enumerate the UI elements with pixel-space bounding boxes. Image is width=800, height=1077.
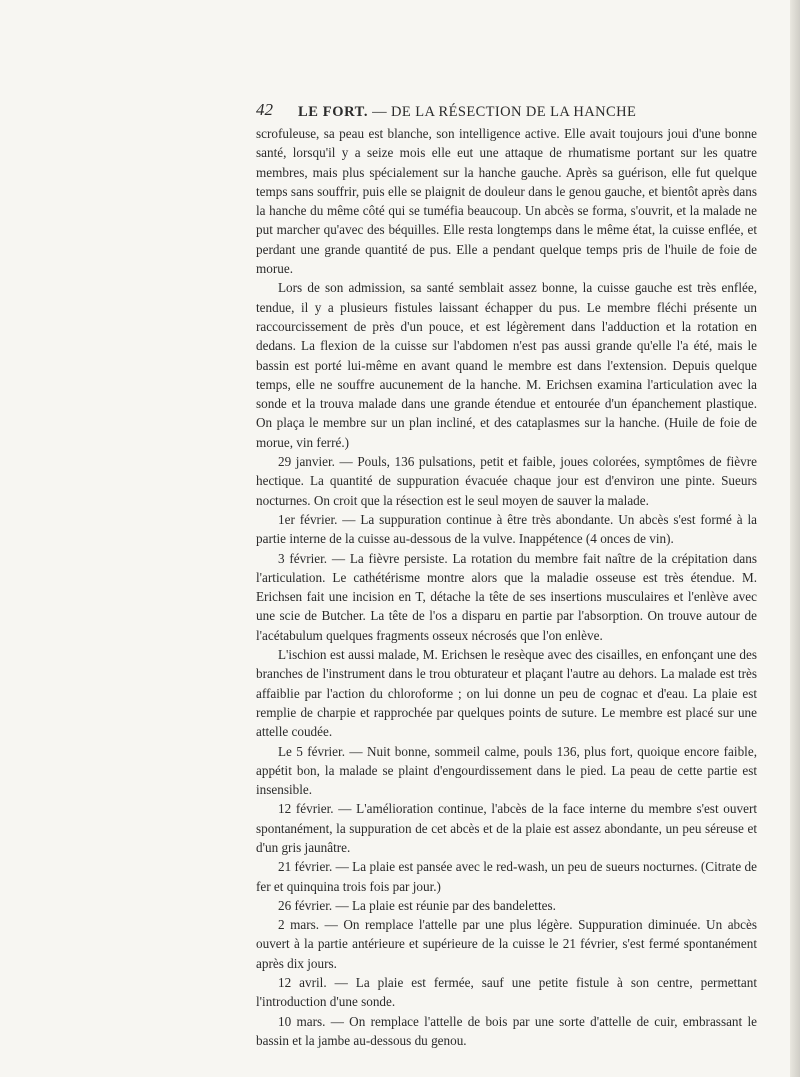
page-number: 42 xyxy=(256,100,273,119)
paragraph: L'ischion est aussi malade, M. Erichsen le resèque avec des cisailles, en enfonçant une des branches de l'instrument dans le trou obturateur et plaçant l'autre au dehors. La malade est très affaiblie par l'action du chloroforme ; on lui donne un peu de cognac et d'eau. La plaie est remplie de charpie et rapprochée par quelques points de suture. Le membre est placé sur une attelle coudée. xyxy=(256,647,757,740)
paragraph: Lors de son admission, sa santé semblait assez bonne, la cuisse gauche est très enflée, tendue, il y a plusieurs fistules laissant échapper du pus. Le membre fléchi présente un raccourcissement de près d'un pouce, et est légèrement dans l'adduction et la rotation en dedans. La flexion de la cuisse sur l'abdomen n'est pas aussi grande qu'elle l'a été, mais le bassin est porté lui-même en avant quand le membre est dans l'extension. Depuis quelque temps, elle ne souffre aucunement de la hanche. M. Erichsen examina l'articulation avec la sonde et la trouva malade dans une grande étendue et entourée d'un épanchement plastique. On plaça le membre sur un plan incliné, et des cataplasmes sur la hanche. (Huile de foie de morue, vin ferré.) xyxy=(256,280,757,450)
paragraph: 2 mars. — On remplace l'attelle par une plus légère. Suppuration diminuée. Un abcès ouvert à la partie antérieure et supérieure de la cuisse le 21 février, s'est fermé spontanément après dix jours. xyxy=(256,917,757,971)
paragraph: 26 février. — La plaie est réunie par des bandelettes. xyxy=(278,897,556,913)
header-title: DE LA RÉSECTION DE LA HANCHE xyxy=(391,104,637,120)
page-edge xyxy=(790,0,800,1077)
header-separator: — xyxy=(368,104,392,120)
paragraph: 12 avril. — La plaie est fermée, sauf une petite fistule à son centre, permettant l'introduction d'une sonde. xyxy=(256,975,757,1010)
paragraph: 10 mars. — On remplace l'attelle de bois par une sorte d'attelle de cuir, embrassant le bassin et la jambe au-dessous du genou. xyxy=(256,1013,757,1048)
header-author: LE FORT. xyxy=(298,104,369,120)
paragraph: 21 février. — La plaie est pansée avec le red-wash, un peu de sueurs nocturnes. (Citrate de fer et quinquina trois fois par jour.) xyxy=(256,859,757,894)
paragraph: scrofuleuse, sa peau est blanche, son intelligence active. Elle avait toujours joui d'une bonne santé, lorsqu'il y a seize mois elle eut une attaque de rhumatisme portant sur les quatre membres, mais plus spécialement sur la hanche gauche. Après sa guérison, elle fut quelque temps sans souffrir, puis elle se plaignit de douleur dans le genou gauche, et bientôt après dans la hanche du même côté qui se tuméfia beaucoup. Un abcès se forma, s'ouvrit, et la malade ne put marcher qu'avec des béquilles. Elle resta longtemps dans le même état, la cuisse enflée, et perdant une grande quantité de pus. Elle a pendant quelque temps pris de l'huile de foie de morue. xyxy=(256,126,757,277)
paragraph: 3 février. — La fièvre persiste. La rotation du membre fait naître de la crépitation dans l'articulation. Le cathétérisme montre alors que la maladie osseuse est très étendue. M. Erichsen fait une incision en T, détache la tête de ses insertions musculaires et l'enlève avec une scie de Butcher. La tête de l'os a disparu en partie par l'absorption. On trouve autour de l'acétabulum quelques fragments osseux nécrosés que l'on enlève. xyxy=(256,550,757,643)
paragraph: 12 février. — L'amélioration continue, l'abcès de la face interne du membre s'est ouvert spontanément, la suppuration de cet abcès et de la plaie est assez abondante, un peu séreuse et d'un gris jaunâtre. xyxy=(256,801,757,855)
paragraph: 29 janvier. — Pouls, 136 pulsations, petit et faible, joues colorées, symptômes de fièvre hectique. La quantité de suppuration évacuée chaque jour est d'environ une pinte. Sueurs nocturnes. On croit que la résection est le seul moyen de sauver la malade. xyxy=(256,454,757,508)
body-text xyxy=(256,124,757,1050)
paragraph: 1er février. — La suppuration continue à être très abondante. Un abcès s'est formé à la partie interne de la cuisse au-dessous de la vulve. Inappétence (4 onces de vin). xyxy=(256,511,757,547)
paragraph: Le 5 février. — Nuit bonne, sommeil calme, pouls 136, plus fort, quoique encore faible, appétit bon, la malade se plaint d'engourdissement dans le pied. La peau de cette partie est insensible. xyxy=(256,743,757,798)
